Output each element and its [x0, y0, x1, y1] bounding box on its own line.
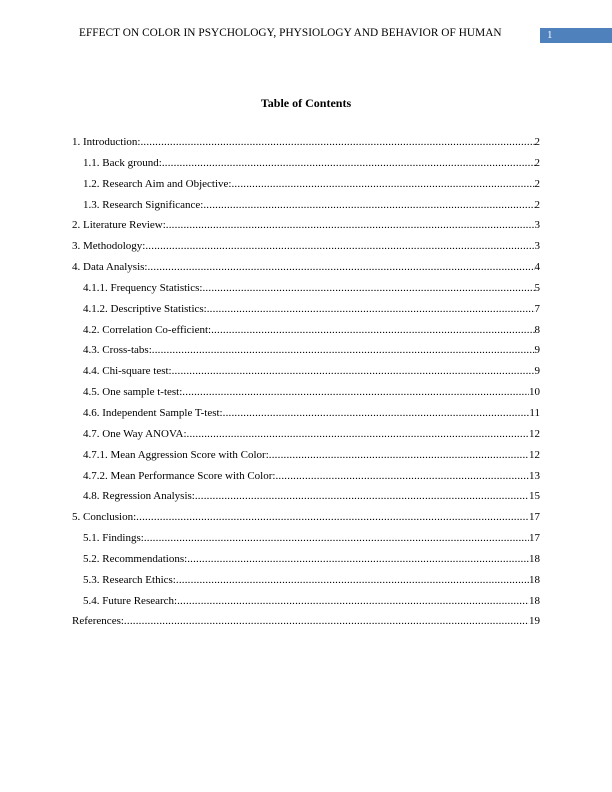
toc-leader-dots	[177, 594, 529, 608]
toc-entry-label: 3. Methodology:	[72, 240, 146, 253]
toc-entry-label: 4.5. One sample t-test:	[83, 386, 183, 399]
toc-entry-label: 2. Literature Review:	[72, 219, 166, 232]
toc-entry-conclusion[interactable]	[72, 510, 540, 531]
running-header-title: EFFECT ON COLOR IN PSYCHOLOGY, PHYSIOLOGY AND BEHAVIOR OF HUMAN	[79, 27, 502, 39]
toc-leader-dots	[145, 239, 534, 253]
toc-entry-label: 5. Conclusion:	[72, 511, 137, 524]
toc-entry-introduction[interactable]	[72, 135, 540, 156]
toc-leader-dots	[223, 406, 530, 420]
toc-leader-dots	[140, 135, 534, 149]
toc-entry-page: 18	[529, 594, 540, 607]
toc-entry-findings[interactable]	[72, 531, 540, 552]
toc-entry-page: 2	[534, 156, 540, 169]
toc-entry-page: 2	[534, 136, 540, 148]
toc-entry-recommendations[interactable]	[72, 552, 540, 573]
toc-entry-research-ethics[interactable]	[72, 573, 540, 594]
toc-entry-correlation[interactable]	[72, 323, 540, 344]
toc-entry-data-analysis[interactable]	[72, 260, 540, 281]
toc-entry-page: 18	[529, 573, 540, 586]
toc-entry-page: 2	[534, 177, 540, 190]
toc-leader-dots	[231, 177, 534, 191]
toc-title: Table of Contents	[260, 96, 352, 110]
toc-entry-label: 4.7.1. Mean Aggression Score with Color:	[83, 448, 269, 461]
toc-leader-dots	[147, 260, 534, 274]
toc-entry-label: 4.3. Cross-tabs:	[83, 344, 152, 357]
toc-leader-dots	[211, 323, 534, 337]
toc-entry-page: 9	[534, 344, 540, 357]
toc-entry-chi-square[interactable]	[72, 364, 540, 385]
toc-entry-page: 4	[534, 261, 540, 274]
toc-entry-page: 12	[529, 427, 540, 440]
toc-entry-page: 8	[534, 323, 540, 336]
toc-entry-label: 5.2. Recommendations:	[83, 552, 188, 565]
toc-entry-page: 12	[529, 448, 540, 461]
toc-entry-label: 4.6. Independent Sample T-test:	[83, 406, 223, 419]
table-of-contents	[72, 135, 540, 635]
toc-entry-label: 1.3. Research Significance:	[83, 198, 204, 211]
toc-entry-label: 4. Data Analysis:	[72, 261, 148, 274]
toc-entry-label: 4.7.2. Mean Performance Score with Color:	[83, 469, 276, 482]
toc-entry-label: 5.1. Findings:	[83, 532, 144, 545]
toc-leader-dots	[269, 448, 529, 462]
toc-leader-dots	[136, 510, 529, 524]
toc-entry-independent-t-test[interactable]	[72, 406, 540, 427]
toc-entry-frequency-statistics[interactable]	[72, 281, 540, 302]
toc-leader-dots	[187, 552, 529, 566]
toc-entry-page: 19	[529, 615, 540, 628]
toc-leader-dots	[172, 364, 535, 378]
toc-entry-mean-performance[interactable]	[72, 469, 540, 490]
toc-entry-page: 13	[529, 469, 540, 482]
page-header	[0, 27, 612, 45]
toc-entry-background[interactable]	[72, 156, 540, 177]
toc-entry-label: 4.7. One Way ANOVA:	[83, 427, 187, 440]
toc-entry-label: 4.8. Regression Analysis:	[83, 490, 195, 503]
page-number-badge: 1	[540, 28, 612, 43]
toc-entry-page: 17	[529, 511, 540, 524]
toc-entry-research-significance[interactable]	[72, 198, 540, 219]
toc-leader-dots	[203, 198, 534, 212]
toc-entry-one-sample-t-test[interactable]	[72, 385, 540, 406]
toc-entry-page: 15	[529, 490, 540, 503]
toc-leader-dots	[275, 469, 529, 483]
toc-leader-dots	[207, 302, 535, 316]
toc-entry-page: 3	[534, 219, 540, 232]
toc-entry-research-aim[interactable]	[72, 177, 540, 198]
toc-entry-label: 4.1.1. Frequency Statistics:	[83, 281, 203, 294]
toc-leader-dots	[176, 573, 529, 587]
toc-leader-dots	[182, 385, 529, 399]
toc-entry-cross-tabs[interactable]	[72, 343, 540, 364]
toc-entry-label: 1.2. Research Aim and Objective:	[83, 177, 232, 190]
toc-entry-future-research[interactable]	[72, 594, 540, 615]
toc-entry-label: 4.4. Chi-square test:	[83, 365, 172, 378]
toc-entry-label: 5.4. Future Research:	[83, 594, 178, 607]
toc-leader-dots	[152, 343, 535, 357]
toc-entry-references[interactable]	[72, 614, 540, 635]
toc-entry-page: 2	[534, 198, 540, 211]
toc-entry-page: 9	[534, 365, 540, 378]
toc-entry-label: References:	[72, 615, 124, 628]
toc-entry-label: 1. Introduction:	[72, 136, 141, 148]
toc-entry-page: 7	[534, 302, 540, 315]
toc-entry-page: 5	[534, 281, 540, 294]
toc-leader-dots	[202, 281, 534, 295]
toc-entry-methodology[interactable]	[72, 239, 540, 260]
toc-entry-label: 4.2. Correlation Co-efficient:	[83, 323, 212, 336]
toc-entry-descriptive-statistics[interactable]	[72, 302, 540, 323]
toc-entry-page: 18	[529, 552, 540, 565]
toc-entry-label: 1.1. Back ground:	[83, 156, 162, 169]
toc-entry-mean-aggression[interactable]	[72, 448, 540, 469]
toc-leader-dots	[144, 531, 529, 545]
toc-leader-dots	[162, 156, 535, 170]
toc-entry-label: 5.3. Research Ethics:	[83, 573, 176, 586]
toc-entry-one-way-anova[interactable]	[72, 427, 540, 448]
toc-leader-dots	[124, 614, 529, 628]
toc-entry-label: 4.1.2. Descriptive Statistics:	[83, 302, 207, 315]
toc-entry-literature-review[interactable]	[72, 218, 540, 239]
toc-leader-dots	[166, 218, 535, 232]
toc-entry-page: 3	[534, 240, 540, 253]
toc-leader-dots	[195, 489, 529, 503]
toc-entry-page: 10	[529, 386, 540, 399]
toc-entry-page: 11	[529, 406, 540, 419]
toc-entry-page: 17	[529, 532, 540, 545]
toc-leader-dots	[187, 427, 529, 441]
toc-entry-regression[interactable]	[72, 489, 540, 510]
